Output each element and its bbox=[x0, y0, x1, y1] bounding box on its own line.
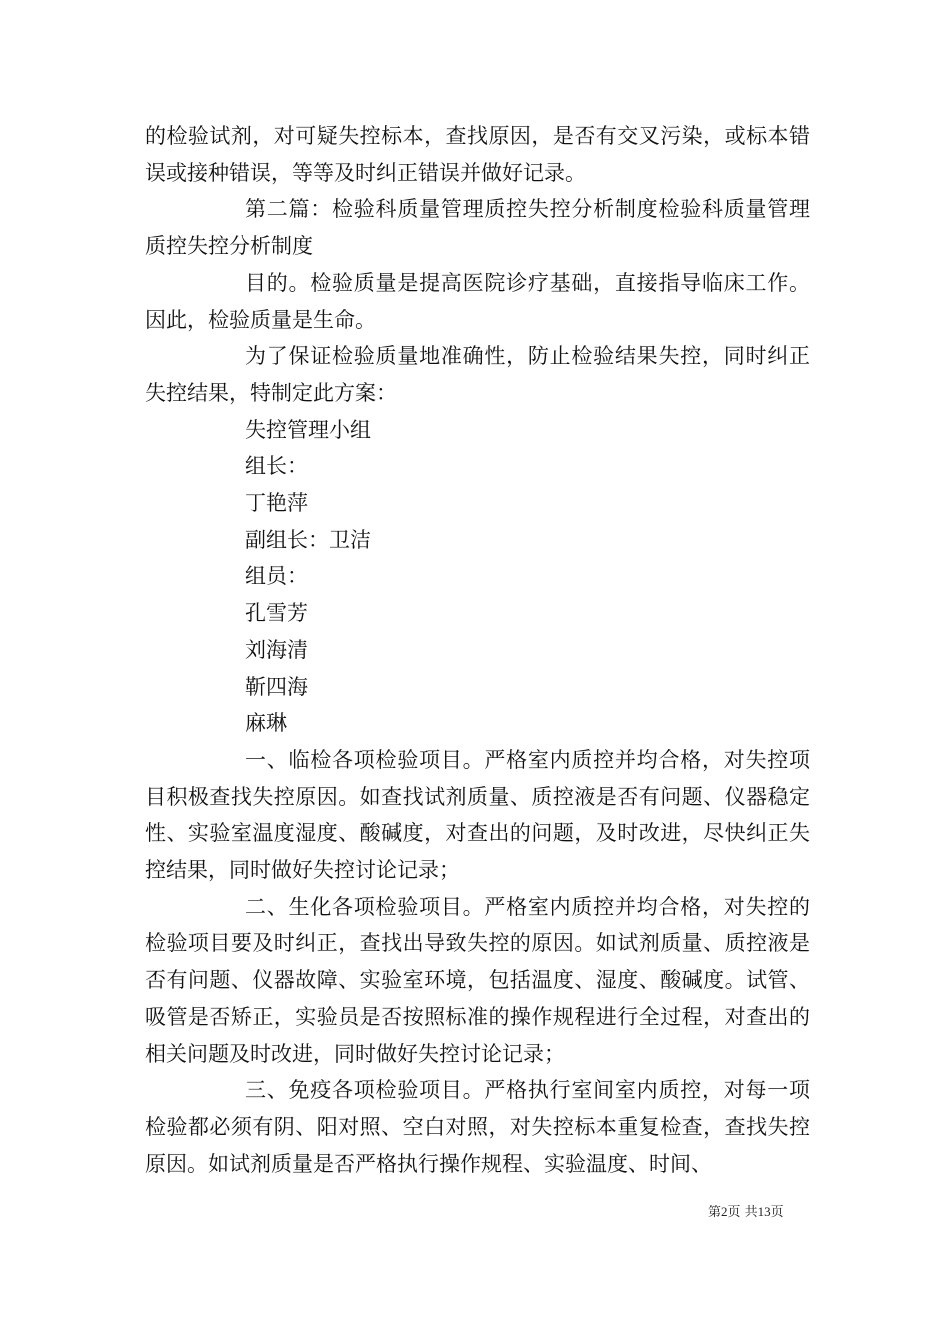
section-title: 第二篇：检验科质量管理质控失控分析制度检验科质量管理质控失控分析制度 bbox=[145, 197, 810, 259]
group-heading: 失控管理小组 bbox=[245, 417, 371, 442]
footer-middle: 页 共 bbox=[727, 1205, 758, 1220]
page-footer bbox=[708, 1203, 784, 1222]
paragraph-clinical: 一、临检各项检验项目。严格室内质控并均合格，对失控项目积极查找失控原因。如查找试剂质量、质控液是否有问题、仪器稳定性、实验室温度湿度、酸碱度，对查出的问题，及时改进，尽快纠正失控结果，同时做好失控讨论记录； bbox=[145, 747, 810, 883]
group-leader-name: 丁艳萍 bbox=[245, 491, 308, 516]
deputy-leader: 副组长：卫洁 bbox=[245, 527, 371, 552]
member-name: 孔雪芳 bbox=[245, 601, 308, 626]
group-leader-label: 组长： bbox=[245, 454, 308, 479]
footer-page-number: 2 bbox=[721, 1204, 728, 1219]
footer-suffix: 页 bbox=[770, 1205, 784, 1220]
member-name: 靳四海 bbox=[245, 674, 308, 699]
member-name: 麻琳 bbox=[245, 711, 287, 736]
paragraph-immunology: 三、免疫各项检验项目。严格执行室间室内质控，对每一项检验都必须有阴、阳对照、空白对照，对失控标本重复检查，查找失控原因。如试剂质量是否严格执行操作规程、实验温度、时间、 bbox=[145, 1078, 810, 1176]
member-name: 刘海清 bbox=[245, 637, 308, 662]
paragraph-biochemistry: 二、生化各项检验项目。严格室内质控并均合格，对失控的检验项目要及时纠正，查找出导致失控的原因。如试剂质量、质控液是否有问题、仪器故障、实验室环境，包括温度、湿度、酸碱度。试管、吸管是否矫正，实验员是否按照标准的操作规程进行全过程，对查出的相关问题及时改进，同时做好失控讨论记录； bbox=[145, 894, 810, 1066]
paragraph-intro: 为了保证检验质量地准确性，防止检验结果失控，同时纠正失控结果，特制定此方案： bbox=[145, 344, 810, 405]
footer-total-pages: 13 bbox=[757, 1204, 771, 1219]
paragraph-continuation: 的检验试剂，对可疑失控标本，查找原因，是否有交叉污染，或标本错误或接种错误，等等及时纠正错误并做好记录。 bbox=[145, 124, 810, 185]
members-label: 组员： bbox=[245, 564, 308, 589]
document-body bbox=[145, 118, 810, 1182]
footer-prefix: 第 bbox=[708, 1205, 722, 1220]
paragraph-purpose: 目的。检验质量是提高医院诊疗基础，直接指导临床工作。因此，检验质量是生命。 bbox=[145, 270, 810, 332]
